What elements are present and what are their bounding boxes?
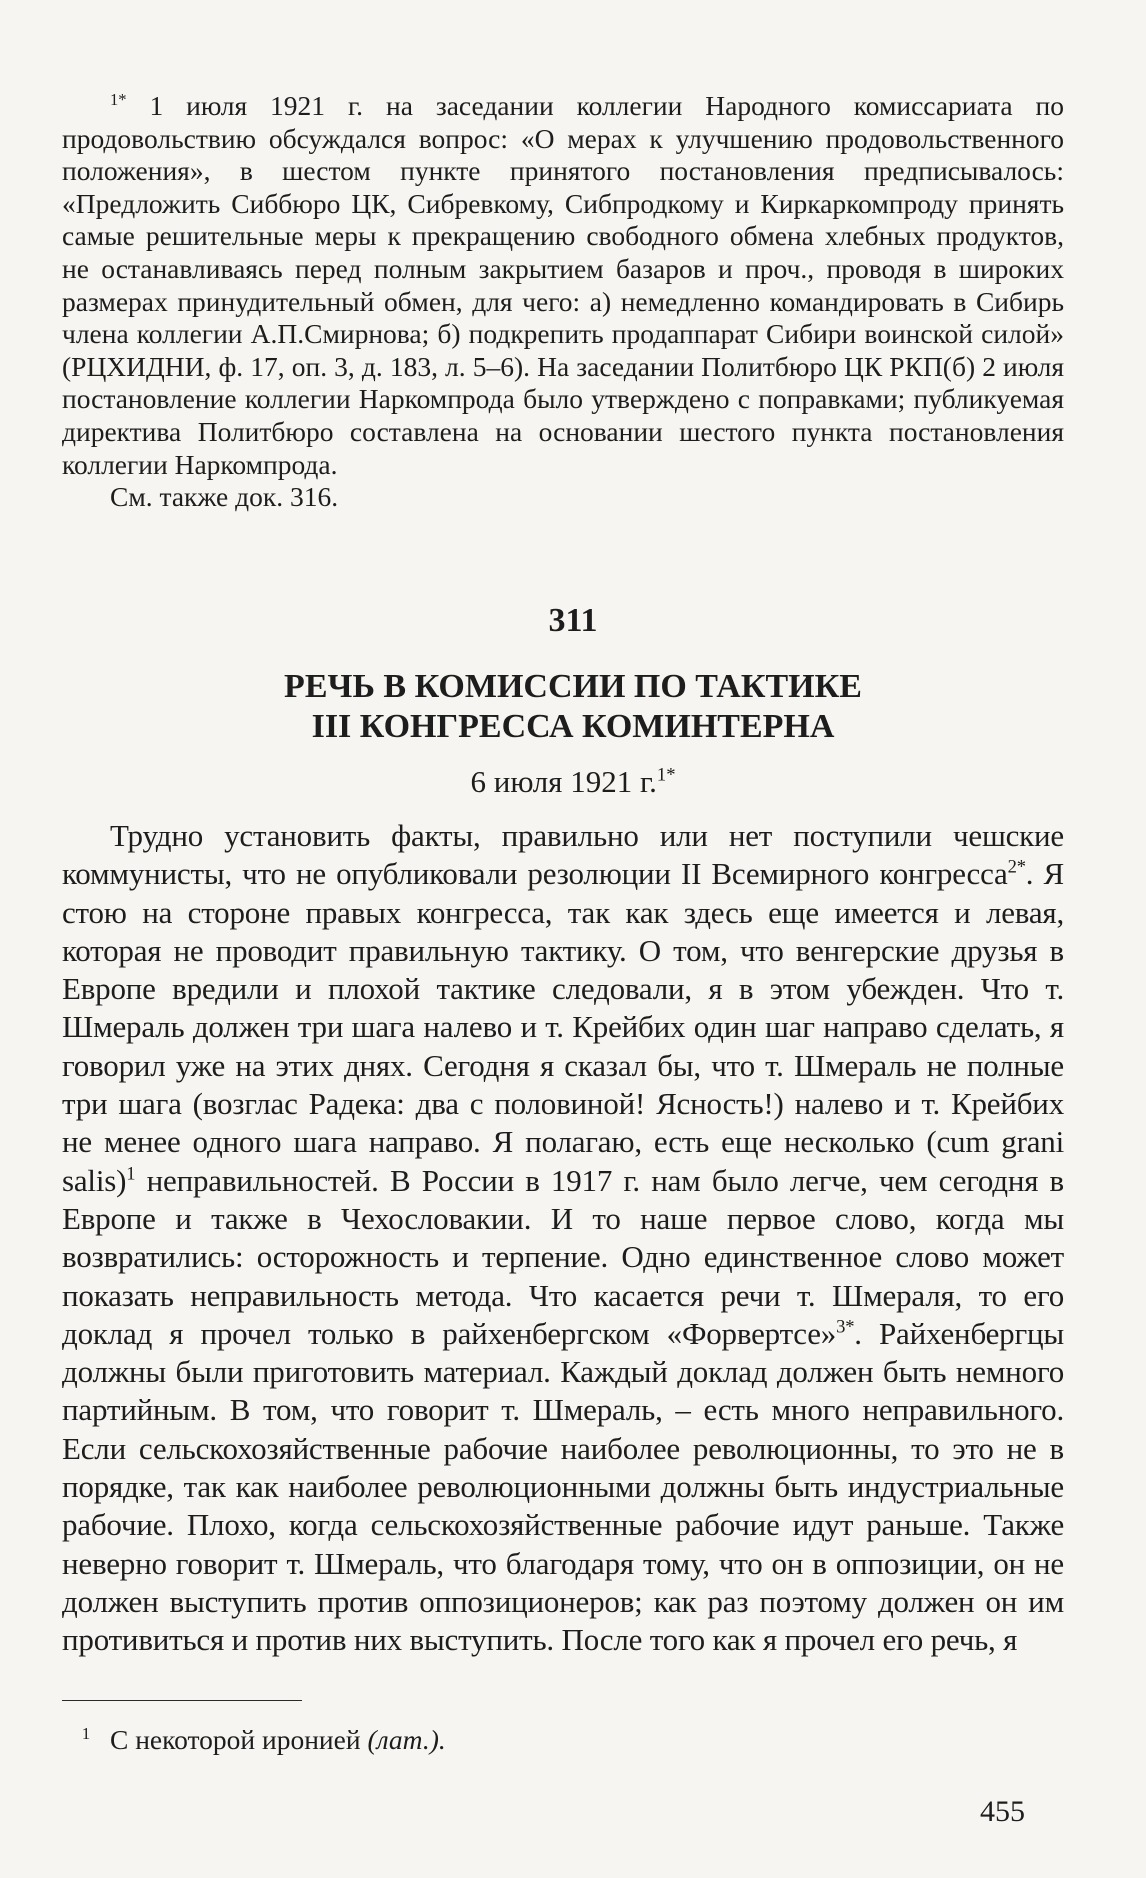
speech-text — [62, 817, 1064, 1660]
speech-paragraph — [62, 817, 1064, 1660]
endnote-block — [62, 90, 1064, 514]
speech-part-2: . Я стою на стороне правых конгресса, так как здесь еще имеется и левая, которая не проводит правильную тактику. О том, что венгерские друзья в Европе вредили и плохой тактике следовали, я в этом убежден. Что т. Шмераль должен три шага налево и т. Крейбих один шаг направо сделать, я говорил уже на этих днях. Сегодня я сказал бы, что т. Шмераль не полные три шага (возглас Радека: два с половиной! Ясность!) налево и т. Крейбих не менее одного шага направо. Я полагаю, есть еще несколько (cum grani salis) — [62, 856, 1065, 1198]
footnote-lang: (лат.). — [367, 1724, 446, 1755]
title-line-2: III КОНГРЕССА КОМИНТЕРНА — [311, 708, 835, 745]
endnote-marker: 1* — [110, 89, 127, 109]
date-text: 6 июля 1921 г. — [470, 764, 657, 799]
footnote-separator — [62, 1700, 302, 1701]
speech-part-3: неправильностей. В России в 1917 г. нам было легче, чем сегодня в Европе и также в Чехословакии. И то наше первое слово, когда мы возвратились: осторожность и терпение. Одно единственное слово может показать неправильность метода. Что касается речи т. Шмераля, то его доклад я прочел только в райхенбергском «Форвертсе» — [62, 1162, 1064, 1351]
date-footnote-marker: 1* — [656, 764, 676, 786]
footnote-text: С некоторой иронией — [110, 1724, 361, 1755]
document-date — [0, 764, 1146, 800]
speech-marker-1: 2* — [1007, 856, 1026, 878]
see-also-text: См. также док. 316. — [110, 481, 339, 513]
see-also-paragraph — [62, 481, 1064, 514]
document-title — [0, 667, 1146, 747]
speech-part-1: Трудно установить факты, правильно или нет поступили чешские коммунисты, что не опубликовали резолюции II Всемирного конгресса — [62, 818, 1064, 892]
page-number: 455 — [980, 1795, 1025, 1828]
title-line-1: РЕЧЬ В КОМИССИИ ПО ТАКТИКЕ — [284, 668, 862, 705]
document-number: 311 — [548, 602, 598, 639]
endnote-text: 1 июля 1921 г. на заседании коллегии Народного комиссариата по продовольствию обсуждался вопрос: «О мерах к улучшению продовольственного положения», в шестом пункте принятого постановления предписывалось: «Предложить Сиббюро ЦК, Сибревкому, Сибпродкому и Киркаркомпроду принять самые решительные меры к прекращению свободного обмена хлебных продуктов, не останавливаясь перед полным закрытием базаров и проч., проводя в широких размерах принудительный обмен, для чего: а) немедленно командировать в Сибирь члена коллегии А.П.Смирнова; б) подкрепить продаппарат Сибири воинской силой» (РЦХИДНИ, ф. 17, оп. 3, д. 183, л. 5–6). На заседании Политбюро ЦК РКП(б) 2 июля постановление коллегии Наркомпрода было утверждено с поправками; публикуемая директива Политбюро составлена на основании шестого пункта постановления коллегии Наркомпрода. — [62, 90, 1064, 480]
endnote-paragraph — [62, 90, 1064, 481]
speech-marker-3: 3* — [836, 1316, 855, 1338]
speech-marker-2: 1 — [126, 1163, 136, 1185]
speech-part-4: . Райхенбергцы должны были приготовить материал. Каждый доклад должен быть немного партийным. В том, что говорит т. Шмераль, – есть много неправильного. Если сельскохозяйственные рабочие наиболее революционны, то это не в порядке, так как наиболее революционными должны быть индустриальные рабочие. Плохо, когда сельскохозяйственные рабочие идут раньше. Также неверно говорит т. Шмераль, что благодаря тому, что он в оппозиции, он не должен выступить против оппозиционеров; как раз поэтому должен он им противиться и против них выступить. После того как я прочел его речь, я — [62, 1315, 1064, 1658]
footnote: 1 С некоторой иронией (лат.). — [81, 1723, 446, 1755]
